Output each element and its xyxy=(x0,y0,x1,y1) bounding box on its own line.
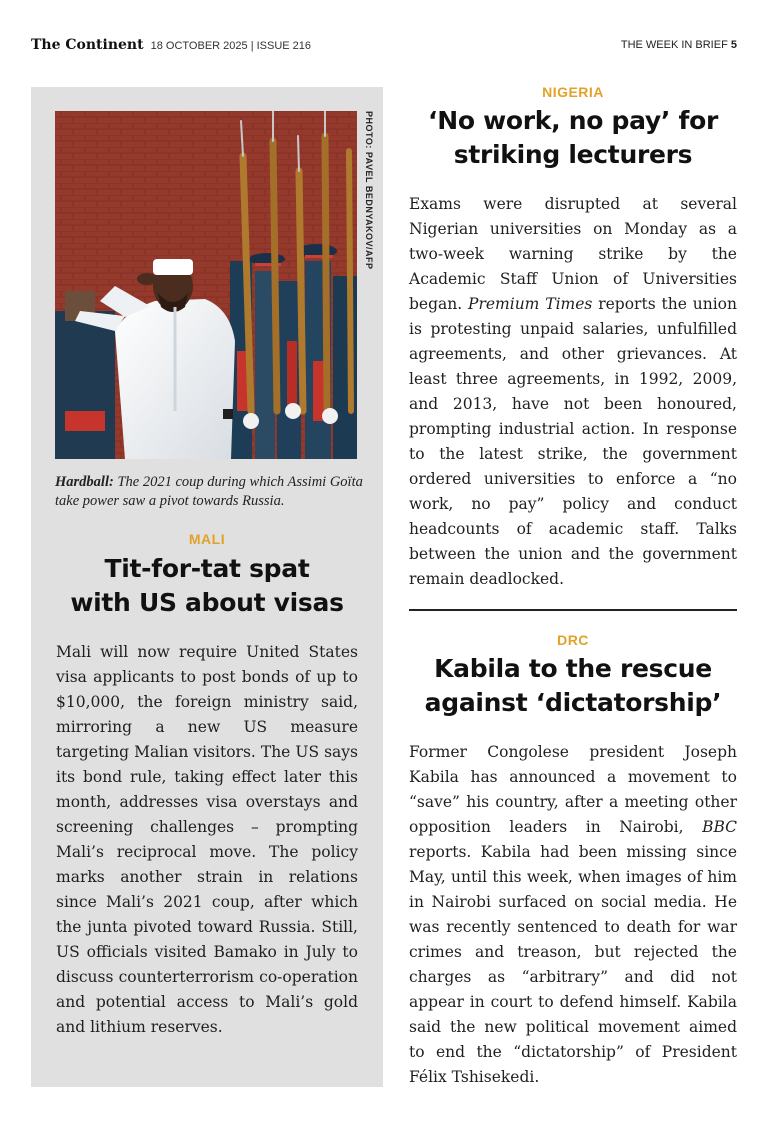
nigeria-headline-line1: ‘No work, no pay’ for xyxy=(428,106,718,135)
section-divider xyxy=(409,609,737,611)
section-label: THE WEEK IN BRIEF xyxy=(620,39,728,51)
publication-brand: The Continent xyxy=(31,37,144,53)
caption-text: The 2021 coup during which Assimi Goïta take power saw a pivot towards Russia. xyxy=(55,474,363,509)
drc-headline-line2: against ‘dictatorship’ xyxy=(424,688,722,717)
nigeria-headline-line2: striking lecturers xyxy=(453,140,693,169)
drc-headline xyxy=(409,652,737,720)
nigeria-body-part2: reports the union is protesting unpaid salaries, unfulfilled agreements, and other grievances. At least three agreements, in 1992, 2009, and 2013, have not been honoured, prompting industrial action. In response to the latest strike, the government ordered universities to enforce a “no work, no pay” policy and conduct headcounts of academic staff. Talks between the union and the government remain deadlocked. xyxy=(409,295,737,588)
drc-kicker: DRC xyxy=(557,632,589,648)
drc-body xyxy=(409,740,737,1090)
mali-panel xyxy=(31,87,383,1087)
nigeria-headline xyxy=(409,104,737,172)
nigeria-body xyxy=(409,192,737,592)
photo-caption xyxy=(55,473,365,511)
header-right xyxy=(621,39,737,51)
news-photo xyxy=(55,111,357,459)
mali-headline xyxy=(31,552,383,620)
page-header xyxy=(31,37,737,53)
photo-credit: PHOTO: PAVEL BEDNYAKOV/AFP xyxy=(364,111,374,270)
photo-illustration xyxy=(55,111,357,459)
mali-kicker: MALI xyxy=(188,531,226,547)
drc-headline-line1: Kabila to the rescue xyxy=(434,654,712,683)
mali-headline-line1: Tit-for-tat spat xyxy=(104,554,310,583)
drc-body-source: BBC xyxy=(702,818,737,836)
nigeria-body-source: Premium Times xyxy=(468,295,593,313)
nigeria-kicker: NIGERIA xyxy=(542,84,604,100)
mali-headline-line2: with US about visas xyxy=(70,588,344,617)
drc-body-part1: Former Congolese president Joseph Kabila has announced a movement to “save” his country, after a meeting other opposition leaders in Nairobi, xyxy=(409,743,737,836)
header-left xyxy=(31,37,311,53)
mali-body: Mali will now require United States visa applicants to post bonds of up to $10,000, the foreign ministry said, mirroring a new US measure targeting Malian visitors. The US says its bond rule, taking effect later this month, addresses visa overstays and screening challenges – prompting Mali’s reciprocal move. The policy marks another strain in relations since Mali’s 2021 coup, after which the junta pivoted toward Russia. Still, US officials visited Bamako in July to discuss counterterrorism co-operation and potential access to Mali’s gold and lithium reserves. xyxy=(56,643,358,1036)
nigeria-body-part1: Exams were disrupted at several Nigerian universities on Monday as a two-week warning strike by the Academic Staff Union of Universities began. xyxy=(409,195,737,313)
drc-body-part2: reports. Kabila had been missing since May, until this week, when images of him in Nairobi surfaced on social media. He was recently sentenced to death for war crimes and treason, but rejected the charges as “arbitrary” and did not appear in court to defend himself. Kabila said the new political movement aimed to end the “dictatorship” of President Félix Tshisekedi. xyxy=(409,843,737,1086)
date-issue: 18 OCTOBER 2025 | ISSUE 216 xyxy=(150,40,312,52)
caption-lead: Hardball: xyxy=(55,474,114,490)
page-number: 5 xyxy=(730,39,737,51)
